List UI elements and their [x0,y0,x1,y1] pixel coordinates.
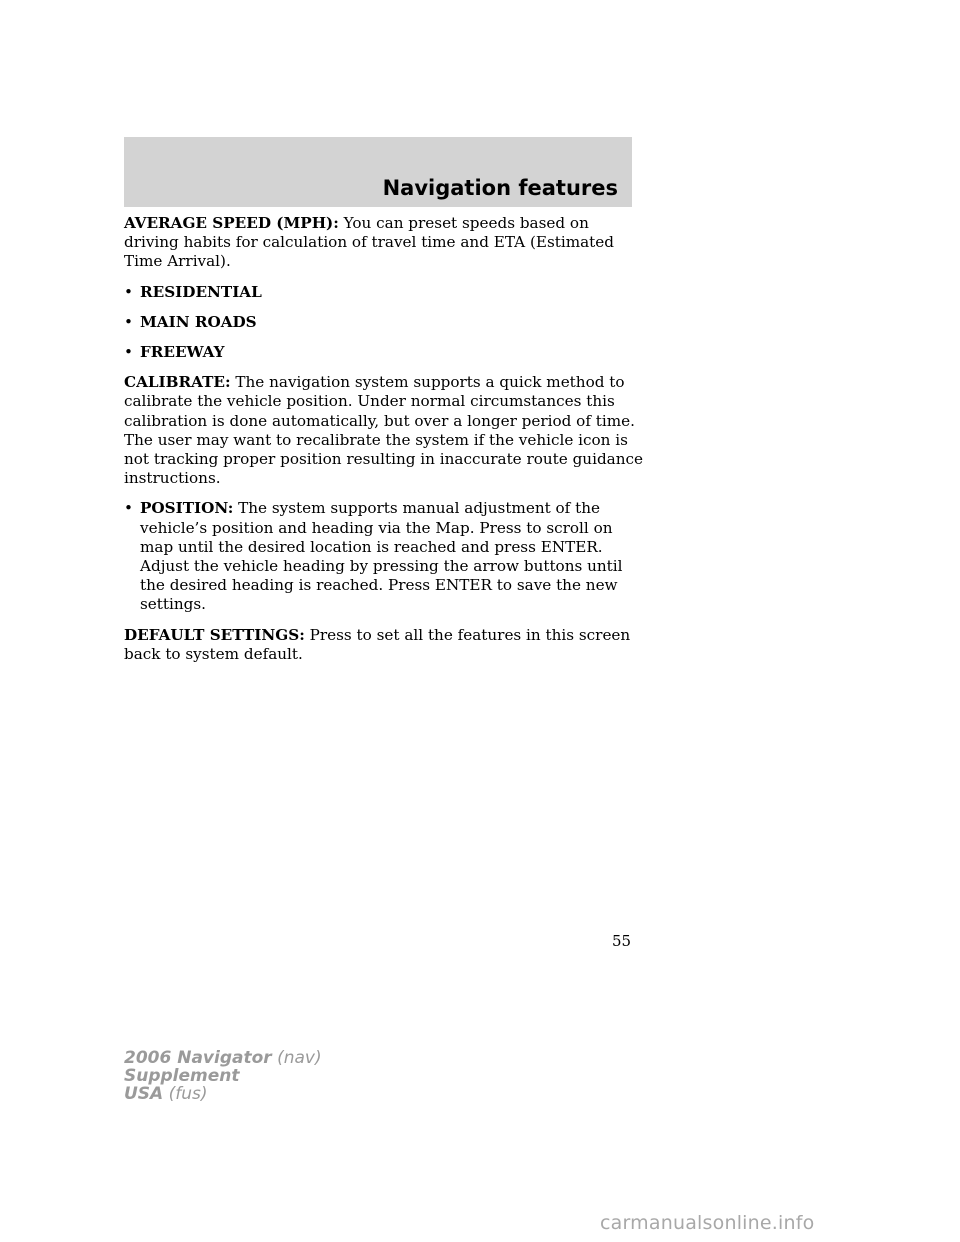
watermark-text: carmanualsonline.info [600,1212,815,1234]
default-settings-paragraph [124,626,644,664]
page-content [124,214,644,675]
average-speed-paragraph [124,214,644,272]
section-header-band [124,137,632,207]
footer-line-1 [124,1049,322,1067]
footer-doc-type: Supplement [124,1066,240,1086]
list-item [124,499,644,614]
position-text: The system supports manual adjustment of the vehicle’s position and heading via the Map. Press to scroll on map until the desired location is reached and press ENTER. Adjust the vehicle heading by pressing the arrow buttons until the desired heading is reached. Press ENTER to save the new settings. [140,499,623,614]
default-settings-label: DEFAULT SETTINGS: [124,625,305,644]
average-speed-text: You can preset speeds based on driving habits for calculation of travel time and ETA (Estimated Time Arrival). [124,214,614,271]
speed-option-freeway: FREEWAY [140,343,225,362]
footer-line-3 [124,1085,322,1103]
calibrate-label: CALIBRATE: [124,373,231,392]
footer-market-code: (fus) [163,1084,208,1104]
calibrate-paragraph [124,373,644,488]
footer-market: USA [124,1084,164,1104]
footer-info [124,1049,322,1103]
average-speed-label: AVERAGE SPEED (MPH): [124,214,339,232]
page-number: 55 [612,932,632,950]
bullet-icon: • [124,282,133,301]
bullet-icon: • [124,343,133,362]
speed-option-main-roads: MAIN ROADS [140,312,257,331]
footer-line-2 [124,1067,322,1085]
speed-option-residential: RESIDENTIAL [140,282,262,301]
list-item [124,343,644,362]
calibrate-text: The navigation system supports a quick method to calibrate the vehicle position. Under normal circumstances this calibration is done automatically, but over a longer period of time. The user may want to recalibrate the system if the vehicle icon is not tracking proper position resulting in inaccurate route guidance instructions. [124,373,644,488]
position-label: POSITION: [140,499,234,518]
default-settings-text: Press to set all the features in this screen back to system default. [124,625,631,663]
list-item [124,313,644,332]
section-title: Navigation features [382,176,618,200]
footer-model-code: (nav) [271,1048,322,1068]
bullet-icon: • [124,499,133,518]
footer-model: 2006 Navigator [124,1048,272,1068]
bullet-icon: • [124,312,133,331]
list-item [124,283,644,302]
